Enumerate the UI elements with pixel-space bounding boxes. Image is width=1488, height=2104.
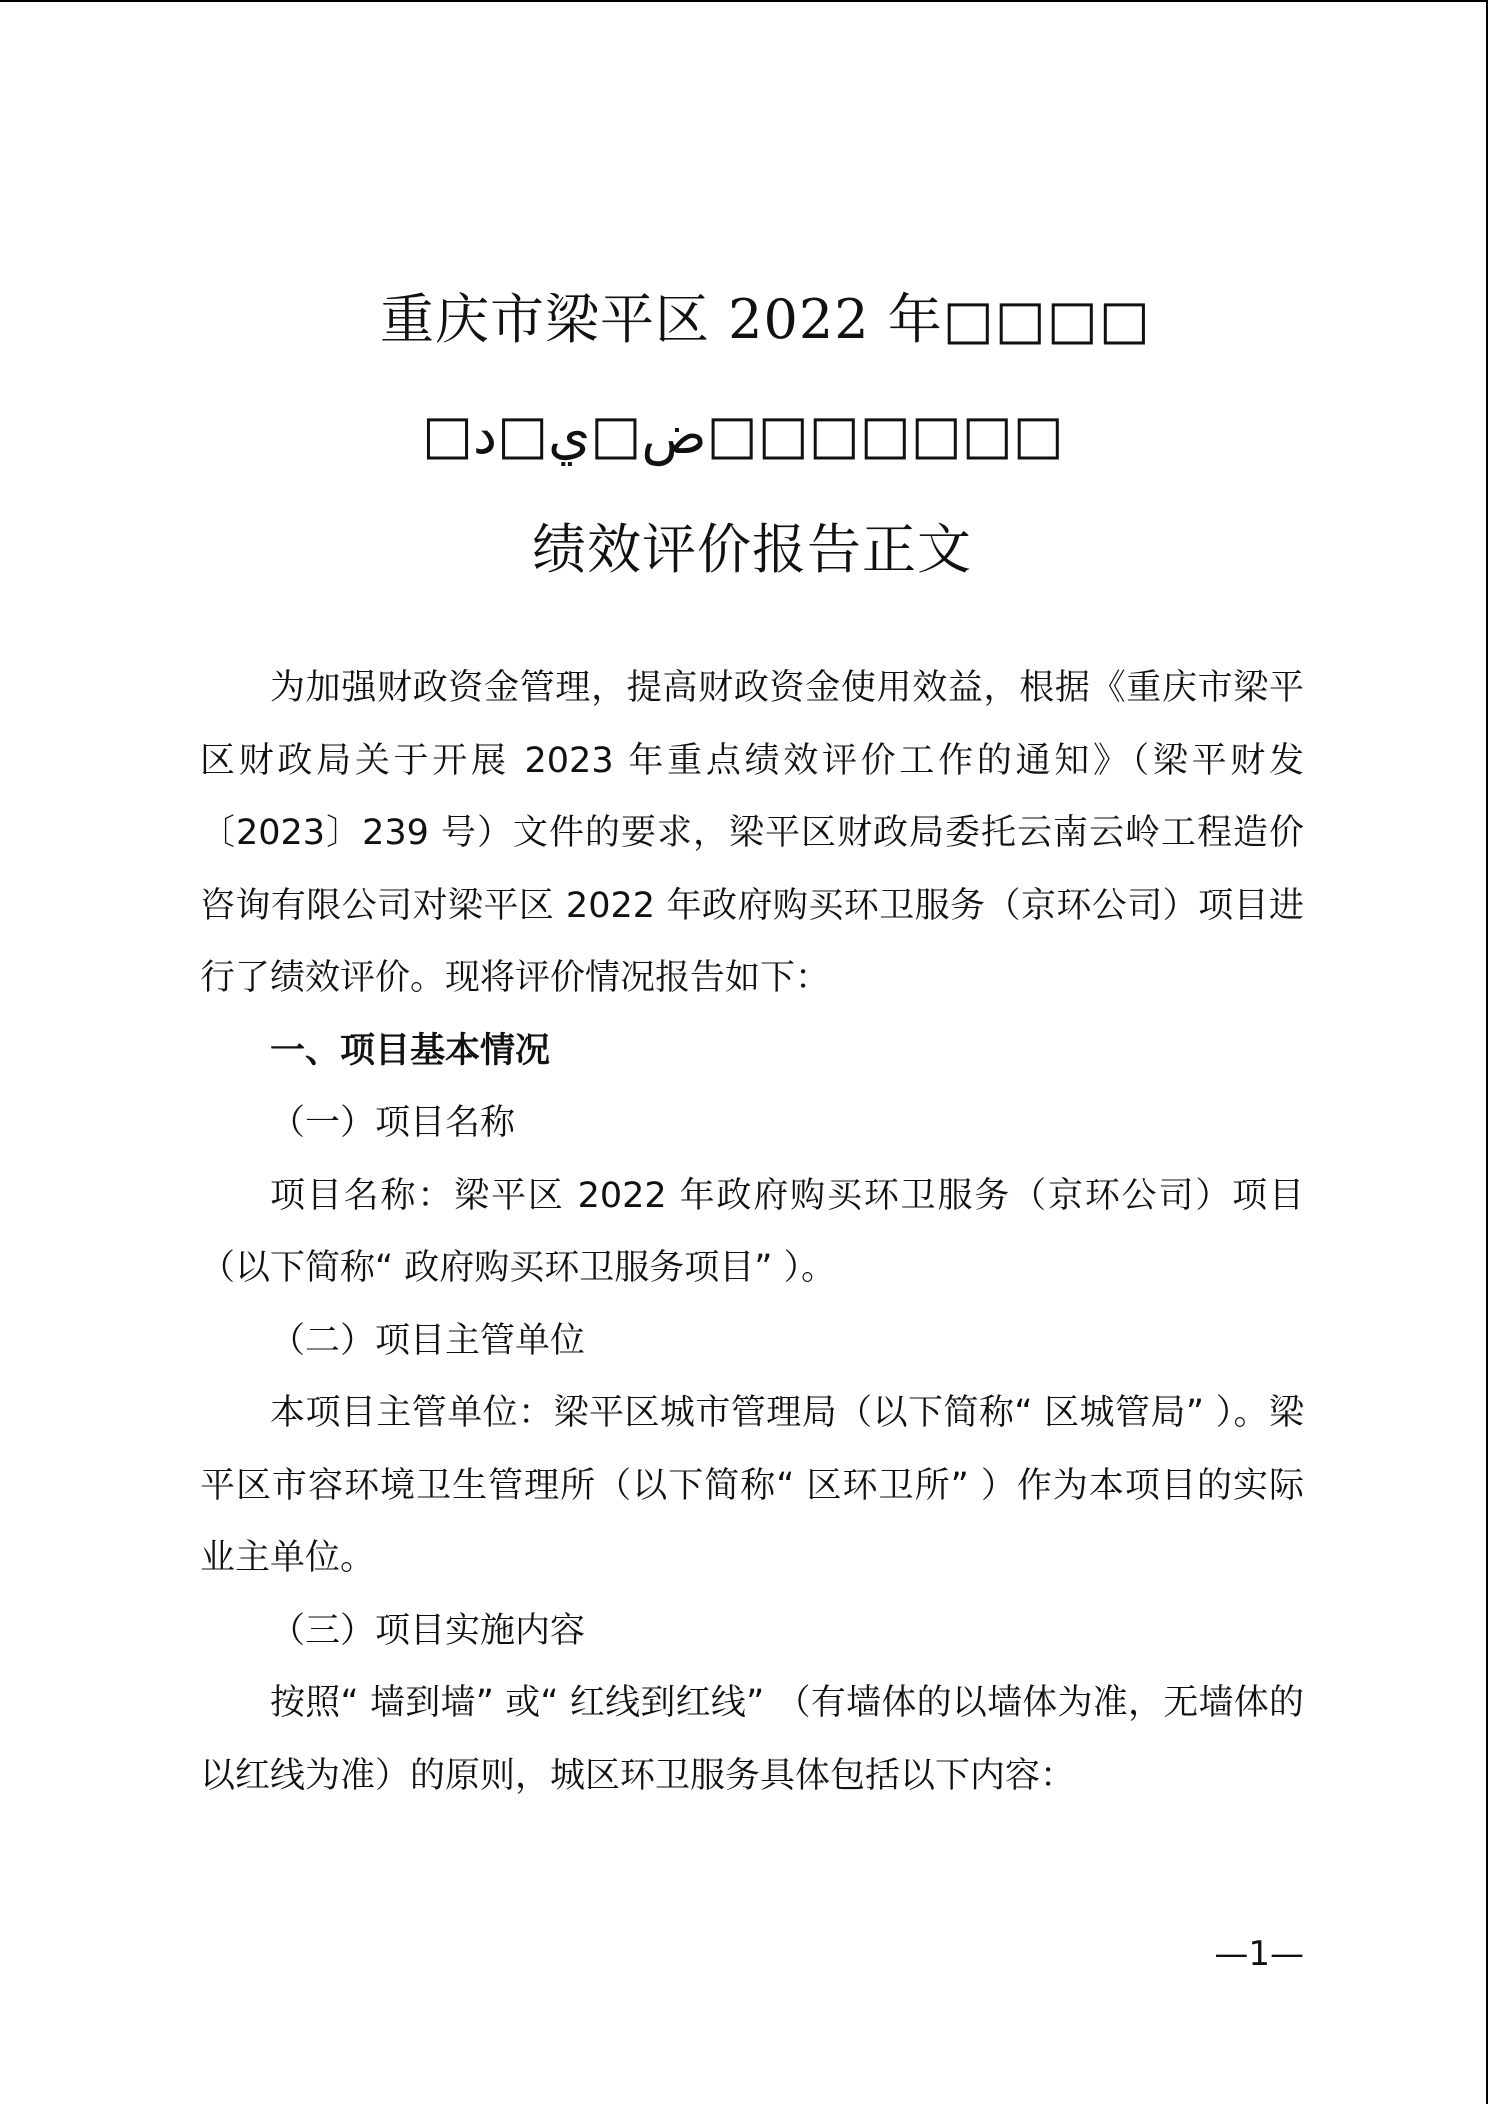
subsection-heading-implementation: （三）项目实施内容 — [270, 1610, 586, 1651]
project-name-paragraph: 项目名称：梁平区 2022 年政府购买环卫服务（京环公司）项目（以下简称“ 政府购买环卫服务项目” ）。 — [200, 1175, 1304, 1288]
report-body — [200, 652, 1304, 1812]
page-border-top — [0, 0, 1488, 2]
supervising-unit-paragraph: 本项目主管单位：梁平区城市管理局（以下简称“ 区城管局” ）。梁平区市容环境卫生管理所（以下简称“ 区环卫所” ）作为本项目的实际业主单位。 — [200, 1393, 1304, 1578]
report-title-line-3: 绩效评价报告正文 — [532, 518, 972, 581]
section-heading-project-basics: 一、项目基本情况 — [270, 1030, 551, 1071]
implementation-paragraph: 按照“ 墙到墙” 或“ 红线到红线” （有墙体的以墙体为准，无墙体的以红线为准）的原则，城区环卫服务具体包括以下内容： — [200, 1683, 1304, 1796]
subsection-heading-supervising-unit: （二）项目主管单位 — [270, 1320, 586, 1361]
page-number: —1— — [1214, 1934, 1304, 1974]
report-title-line-1: 重庆市梁平区 2022 年□□□□ — [380, 288, 1151, 351]
report-title-line-2: □ض□ي□د□□□□□□□ — [422, 403, 1064, 466]
intro-paragraph: 为加强财政资金管理，提高财政资金使用效益，根据《重庆市梁平区财政局关于开展 2023 年重点绩效评价工作的通知》（梁平财发〔2023〕239 号）文件的要求，梁平区财政局委托云南云岭工程造价咨询有限公司对梁平区 2022 年政府购买环卫服务（京环公司）项目进行了绩效评价。现将评价情况报告如下： — [200, 668, 1304, 998]
subsection-heading-project-name: （一）项目名称 — [270, 1103, 516, 1143]
